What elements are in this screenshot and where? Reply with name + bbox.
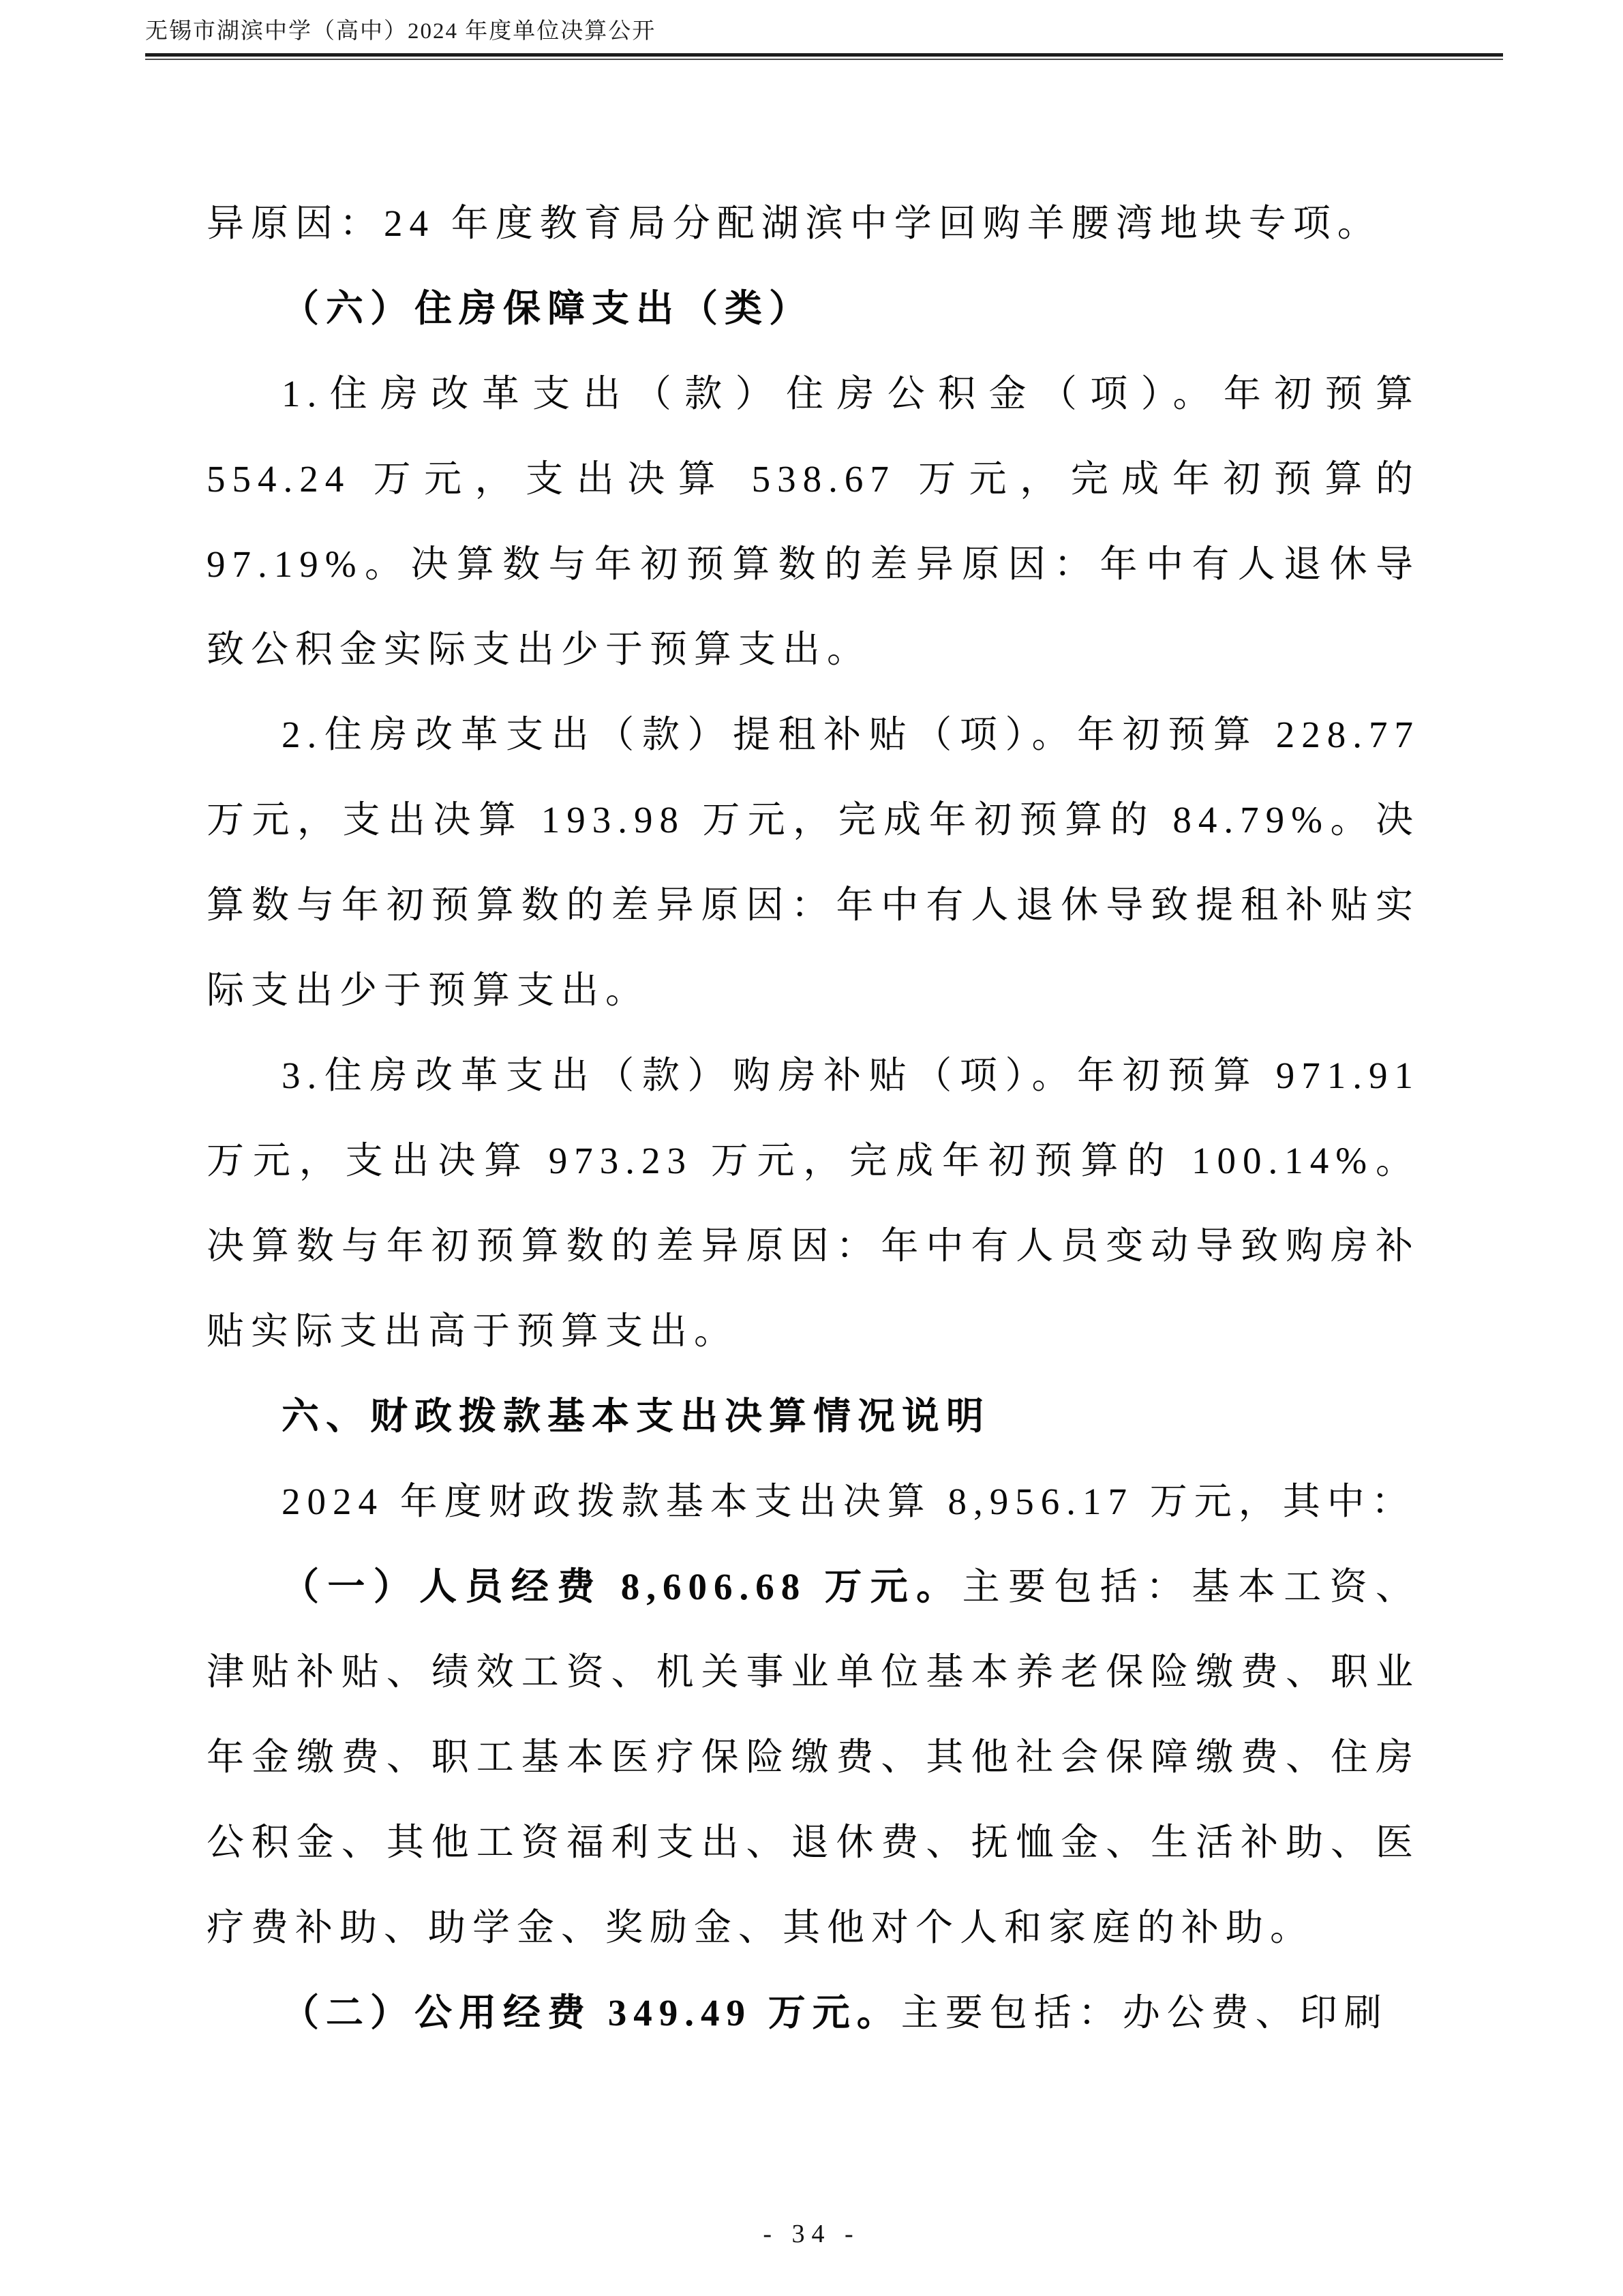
paragraph-public-expense: [207, 1970, 1420, 2055]
document-body: [207, 181, 1420, 2055]
personnel-expense-lead: （一）人员经费 8,606.68 万元。: [282, 1566, 962, 1607]
paragraph-housing-provident-fund: 1.住房改革支出（款）住房公积金（项）。年初预算 554.24 万元，支出决算 538.67 万元，完成年初预算的 97.19%。决算数与年初预算数的差异原因：年中有人退休导致公积金实际支出少于预算支出。: [207, 373, 1420, 670]
paragraph-total-basic-expenditure: 2024 年度财政拨款基本支出决算 8,956.17 万元，其中：: [282, 1481, 1416, 1522]
page-header: [145, 18, 1503, 60]
public-expense-lead: （二）公用经费 349.49 万元。: [282, 1992, 901, 2034]
header-rule: [145, 53, 1503, 60]
paragraph-rent-subsidy: 2.住房改革支出（款）提租补贴（项）。年初预算 228.77 万元，支出决算 193.98 万元，完成年初预算的 84.79%。决算数与年初预算数的差异原因：年中有人退休导致提租补贴实际支出少于预算支出。: [207, 714, 1420, 1011]
paragraph-home-purchase-subsidy: 3.住房改革支出（款）购房补贴（项）。年初预算 971.91 万元，支出决算 973.23 万元，完成年初预算的 100.14%。决算数与年初预算数的差异原因：年中有人员变动导致购房补贴实际支出高于预算支出。: [207, 1055, 1420, 1352]
page-footer: [0, 2219, 1623, 2249]
header-title: 无锡市湖滨中学（高中）2024 年度单位决算公开: [145, 19, 656, 44]
heading-housing-support-expenditure: （六）住房保障支出（类）: [282, 288, 814, 329]
page-number: - 34 -: [763, 2220, 860, 2248]
heading-fiscal-basic-expenditure: 六、财政拨款基本支出决算情况说明: [282, 1395, 991, 1437]
paragraph-variance-reason-carryover: 异原因：24 年度教育局分配湖滨中学回购羊腰湾地块专项。: [207, 202, 1382, 244]
public-expense-detail: 主要包括：办公费、印刷: [900, 1992, 1389, 2034]
paragraph-personnel-expense: [207, 1544, 1420, 1970]
personnel-expense-detail: 主要包括：基本工资、津贴补贴、绩效工资、机关事业单位基本养老保险缴费、职业年金缴费、职工基本医疗保险缴费、其他社会保障缴费、住房公积金、其他工资福利支出、退休费、抚恤金、生活补助、医疗费补助、助学金、奖励金、其他对个人和家庭的补助。: [207, 1566, 1420, 1948]
